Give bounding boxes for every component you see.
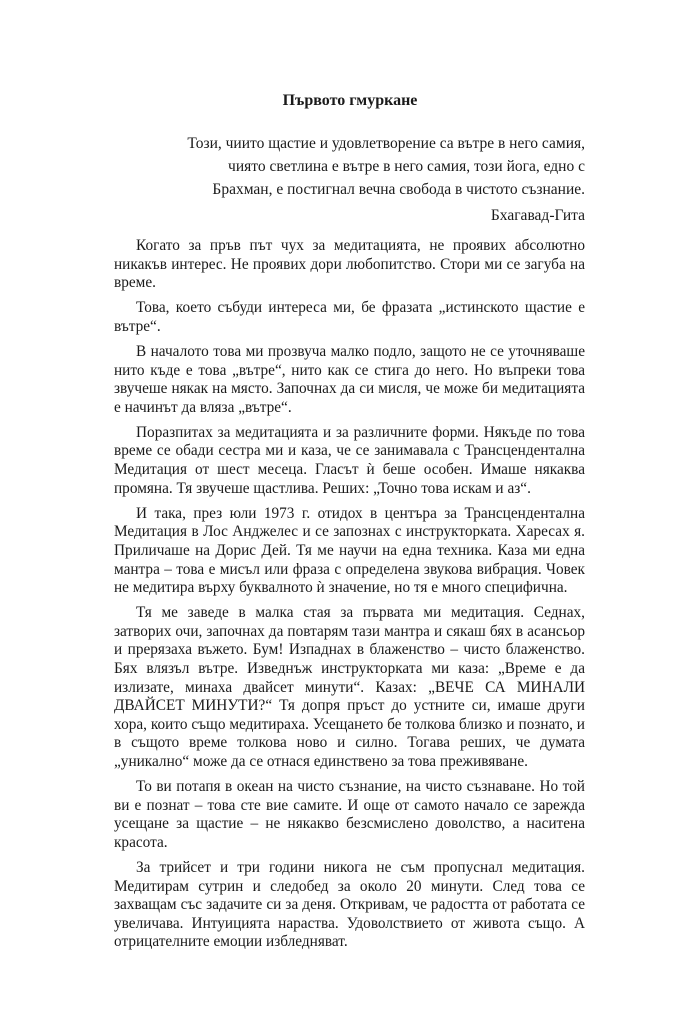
- body-paragraph: Тя ме заведе в малка стая за първата ми медитация. Седнах, затворих очи, започнах да повтарям тази мантра и сякаш бях в асансьор и прерязаха въжето. Бум! Изпаднах в блаженство – чисто блаженство. Бях влязъл вътре. Изведнъж инструкторката ми каза: „Време е да излизате, минаха двайсет минути“. Казах: „ВЕЧЕ СА МИНАЛИ ДВАЙСЕТ МИНУТИ?“ Тя допря пръст до устните си, имаше други хора, които също медитираха. Усещането бе толкова близко и познато, и в същото време толкова ново и силно. Тогава реших, че думата „уникално“ може да се отнася единствено за това преживяване.: [114, 604, 585, 770]
- body-paragraph: В началото това ми прозвуча малко подло, защото не се уточняваше нито къде е това „вътре“, нито как се стига до него. Но въпреки това звучеше някак на място. Започнах да си мисля, че може би медитацията е начинът да вляза „вътре“.: [114, 342, 585, 416]
- epigraph-source: Бхагавад-Гита: [490, 207, 585, 224]
- epigraph-line: Този, чиито щастие и удовлетворение са вътре в него самия,: [187, 135, 585, 152]
- body-paragraph: То ви потапя в океан на чисто съзнание, на чисто съзнаване. Но той ви е познат – това сте вие самите. И още от самото начало се зарежда усещане за щастие – не някакво безсмислено доволство, а наситена красота.: [114, 778, 585, 851]
- chapter-body: [114, 237, 585, 958]
- body-paragraph: Поразпитах за медитацията и за различните форми. Някъде по това време се обади сестра ми и каза, че се занимавала с Трансцендентална Медитация от шест месеца. Гласът ѝ беше особен. Имаше някаква промяна. Тя звучеше щастлива. Реших: „Точно това искам и аз“.: [114, 423, 585, 497]
- body-paragraph: И така, през юли 1973 г. отидох в центъра за Трансцендентална Медитация в Лос Анджелес и се запознах с инструкторката. Харесах я. Приличаше на Дорис Дей. Тя ме научи на една техника. Каза ми една мантра – това е мисъл или фраза с определена звукова вибрация. Човек не медитира върху буквалното ѝ значение, но тя е много специфична.: [114, 504, 585, 597]
- body-paragraph: Когато за пръв път чух за медитацията, не проявих абсолютно никакъв интерес. Не проявих дори любопитство. Стори ми се загуба на време.: [114, 237, 585, 292]
- body-paragraph: За трийсет и три години никога не съм пропуснал медитация. Медитирам сутрин и следобед за около 20 минути. След това се захващам със задачите си за деня. Откривам, че радостта от работата се увеличава. Интуицията нараства. Удоволствието от живота също. А отрицателните емоции избледняват.: [114, 858, 585, 951]
- epigraph-line: Брахман, е постигнал вечна свобода в чистото съзнание.: [212, 181, 585, 198]
- chapter-title: Първото гмуркане: [282, 92, 418, 109]
- epigraph-line: чиято светлина е вътре в него самия, този йога, едно с: [228, 158, 585, 175]
- body-paragraph: Това, което събуди интереса ми, бе фразата „истинското щастие е вътре“.: [114, 299, 585, 335]
- epigraph-quote: [145, 132, 585, 201]
